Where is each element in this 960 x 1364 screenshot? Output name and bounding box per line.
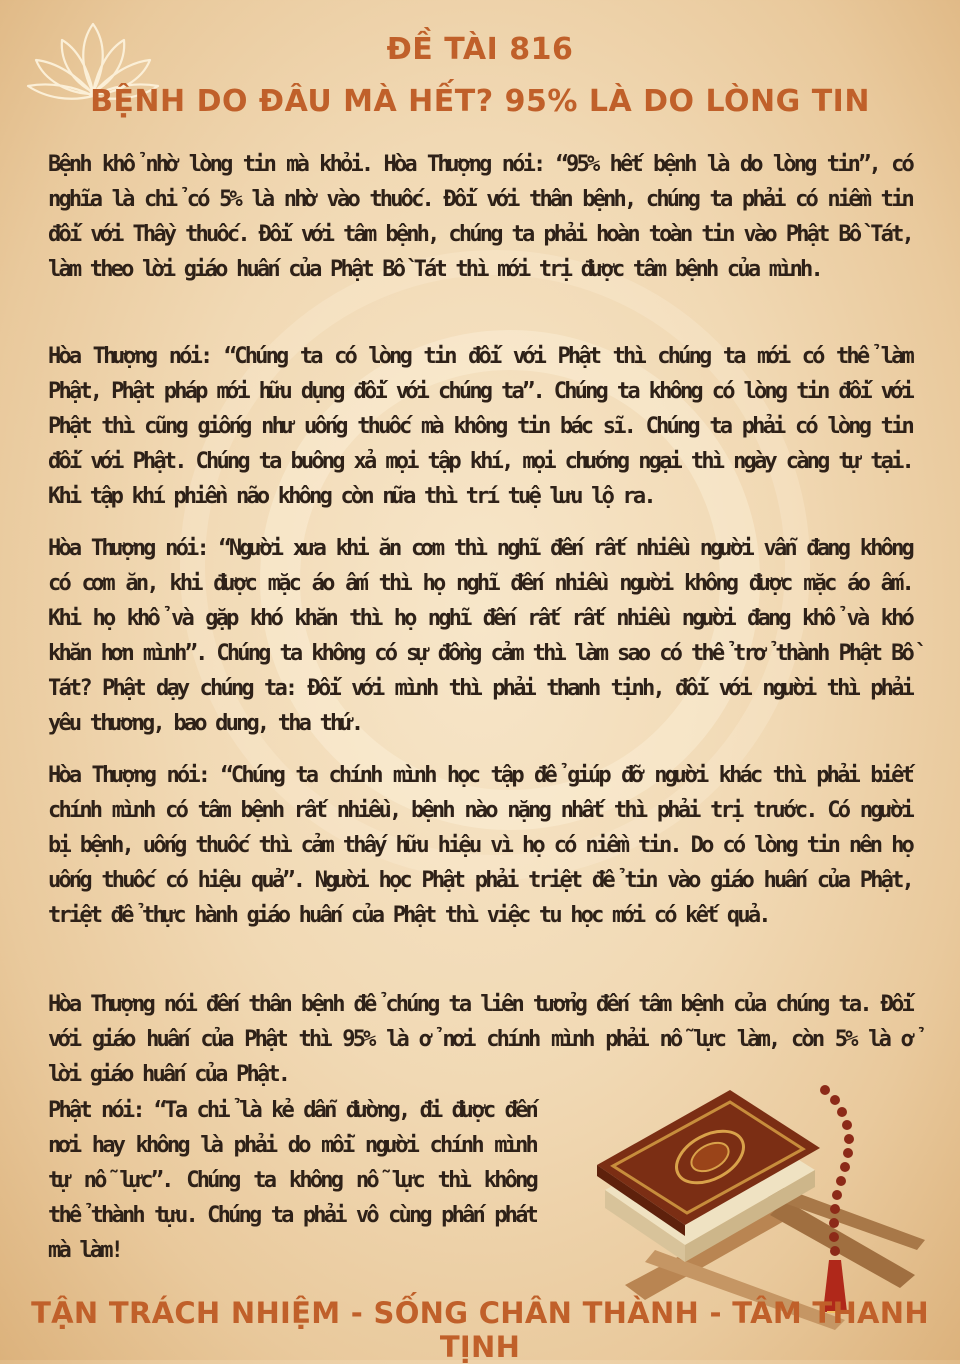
paragraph: Hòa Thượng nói: “Người xưa khi ăn cơm thì nghĩ đến rất nhiều người vẫn đang không có cơm ăn, khi được mặc áo ấm thì họ nghĩ đến nhiều người không được mặc áo ấm. Khi họ khổ và gặp khó khăn thì họ nghĩ đến rất rất nhiều người đang khổ và khó khăn hơn mình”. Chúng ta không có sự đồng cảm thì làm sao có thể trở thành Phật Bồ Tát? Phật dạy chúng ta: Đối với mình thì phải thanh tịnh, đối với người thì phải yêu thương, bao dung, tha thứ. [48,536,912,736]
footer-motto: TẬN TRÁCH NHIỆM - SỐNG CHÂN THÀNH - TÂM THANH TỊNH [31,1296,929,1364]
paragraph: Phật nói: “Ta chỉ là kẻ dẫn đường, đi được đến nơi hay không là phải do mỗi người chính mình tự nỗ lực”. Chúng ta không nỗ lực thì không thể thành tựu. Chúng ta phải vô cùng phấn phát mà làm! [48,1098,536,1263]
paragraph: Hòa Thượng nói: “Chúng ta chính mình học tập để giúp đỡ người khác thì phải biết chính mình có tâm bệnh rất nhiều, bệnh nào nặng nhất thì phải trị trước. Có người bị bệnh, uống thuốc thì cảm thấy hữu hiệu vì họ có niềm tin. Do có lòng tin nên họ uống thuốc có hiệu quả”. Người học Phật phải triệt để tin vào giáo huấn của Phật, triệt để thực hành giáo huấn của Phật thì việc tu học mới có kết quả. [48,763,912,928]
paragraph: Bệnh khổ nhờ lòng tin mà khỏi. Hòa Thượng nói: “95% hết bệnh là do lòng tin”, có nghĩa là chỉ có 5% là nhờ vào thuốc. Đối với thân bệnh, chúng ta phải có niềm tin đối với Thầy thuốc. Đối với tâm bệnh, chúng ta phải hoàn toàn tin vào Phật Bồ Tát, làm theo lời giáo huấn của Phật Bồ Tát thì mới trị được tâm bệnh của mình. [48,152,912,282]
paragraph: Hòa Thượng nói: “Chúng ta có lòng tin đối với Phật thì chúng ta mới có thể làm Phật, Phật pháp mới hữu dụng đối với chúng ta”. Chúng ta không có lòng tin đối với Phật thì cũng giống như uống thuốc mà không tin bác sĩ. Chúng ta phải có lòng tin đối với Phật. Chúng ta buông xả mọi tập khí, mọi chướng ngại thì ngày càng tự tại. Khi tập khí phiền não không còn nữa thì trí tuệ lưu lộ ra. [48,344,912,509]
paragraph: Hòa Thượng nói đến thân bệnh để chúng ta liên tưởng đến tâm bệnh của chúng ta. Đối với giáo huấn của Phật thì 95% là ở nơi chính mình phải nỗ lực làm, còn 5% là ở lời giáo huấn của Phật. [48,992,912,1087]
topic-number-heading: ĐỀ TÀI 816 [386,32,574,67]
book-with-prayer-beads [585,1050,945,1330]
page-title: BỆNH DO ĐÂU MÀ HẾT? 95% LÀ DO LÒNG TIN [90,84,870,119]
